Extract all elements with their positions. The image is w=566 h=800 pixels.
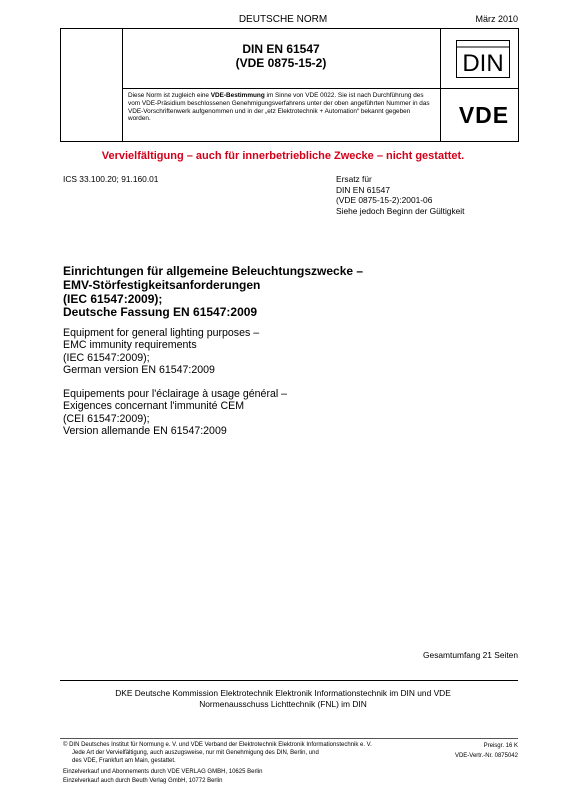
vde-number: (VDE 0875-15-2): [235, 56, 327, 70]
title-line: (IEC 61547:2009);: [63, 351, 150, 364]
price-group: Preisgr. 16 K: [483, 743, 518, 749]
copyright-notice: [63, 741, 443, 765]
total-pages: Gesamtumfang 21 Seiten: [423, 650, 518, 660]
copyright-line: © DIN Deutsches Institut für Normung e. V. und VDE Verband der Elektrotechnik Elektronik Informationstechnik e. V.: [63, 742, 372, 748]
sales-info-1: Einzelverkauf und Abonnements durch VDE VERLAG GMBH, 10625 Berlin: [63, 769, 263, 775]
footer-separator: [60, 738, 518, 739]
replacement-info: [336, 174, 465, 216]
copyright-line: Jede Art der Vervielfältigung, auch auszugsweise, nur mit Genehmigung des DIN, Berlin, und: [72, 750, 319, 756]
frame-left: [60, 28, 61, 142]
title-line: Equipements pour l'éclairage à usage général –: [63, 388, 288, 400]
vde-notice: Diese Norm ist zugleich eine VDE-Bestimmung im Sinne von VDE 0022. Sie ist nach Durchführung des vom VDE-Präsidium beschlossenen Genehmigungsverfahrens unter der oben angeführten Nummer in das VDE-Vorschriftenwerk aufgenommen und in der „etz Elektrotechnik + Automation“ bekannt gegeben worden.: [128, 92, 430, 123]
document-number: DIN EN 61547: [242, 42, 320, 56]
frame-bottom: [60, 141, 518, 142]
title-line: Einrichtungen für allgemeine Beleuchtungszwecke –: [63, 264, 364, 278]
title-line: Exigences concernant l'immunité CEM: [63, 400, 245, 413]
frame-inner-right: [440, 28, 441, 142]
title-line: Version allemande EN 61547:2009: [63, 425, 227, 438]
frame-top: [60, 28, 518, 29]
committee-line-1: DKE Deutsche Kommission Elektrotechnik Elektronik Informationstechnik im DIN und VDE: [115, 688, 451, 698]
title-line: Deutsche Fassung EN 61547:2009: [63, 305, 258, 320]
din-logo: [456, 40, 510, 78]
norm-label: DEUTSCHE NORM: [238, 14, 328, 25]
replacement-line: (VDE 0875-15-2):2001-06: [336, 195, 433, 206]
title-french: [63, 388, 287, 438]
title-english: [63, 327, 259, 377]
title-german: [63, 265, 363, 320]
ics-codes: ICS 33.100.20; 91.160.01: [63, 174, 159, 184]
title-line: EMC immunity requirements: [63, 339, 197, 352]
replacement-line: DIN EN 61547: [336, 184, 390, 195]
committee-line-2: Normenausschuss Lichttechnik (FNL) im DIN: [199, 699, 367, 709]
copyright-line: des VDE, Frankfurt am Main, gestattet.: [72, 758, 176, 764]
title-line: Equipment for general lighting purposes –: [63, 327, 260, 339]
title-line: German version EN 61547:2009: [63, 364, 215, 377]
reproduction-warning: Vervielfältigung – auch für innerbetriebliche Zwecke – nicht gestattet.: [101, 150, 465, 162]
replacement-line: Ersatz für: [336, 174, 372, 184]
publication-date: März 2010: [475, 14, 518, 24]
title-line: (CEI 61547:2009);: [63, 412, 150, 425]
frame-middle: [122, 88, 518, 89]
vde-logo: [446, 104, 522, 126]
sales-info-2: Einzelverkauf auch durch Beuth Verlag GmbH, 10772 Berlin: [63, 778, 223, 784]
committee-separator: [60, 680, 518, 681]
title-line: EMV-Störfestigkeitsanforderungen: [63, 277, 261, 292]
svg-text:DIN: DIN: [462, 50, 504, 77]
order-number: VDE-Vertr.-Nr. 0875042: [454, 753, 518, 759]
title-line: (IEC 61547:2009);: [63, 291, 163, 306]
svg-text:VDE: VDE: [458, 104, 510, 126]
replacement-line: Siehe jedoch Beginn der Gültigkeit: [336, 205, 465, 216]
